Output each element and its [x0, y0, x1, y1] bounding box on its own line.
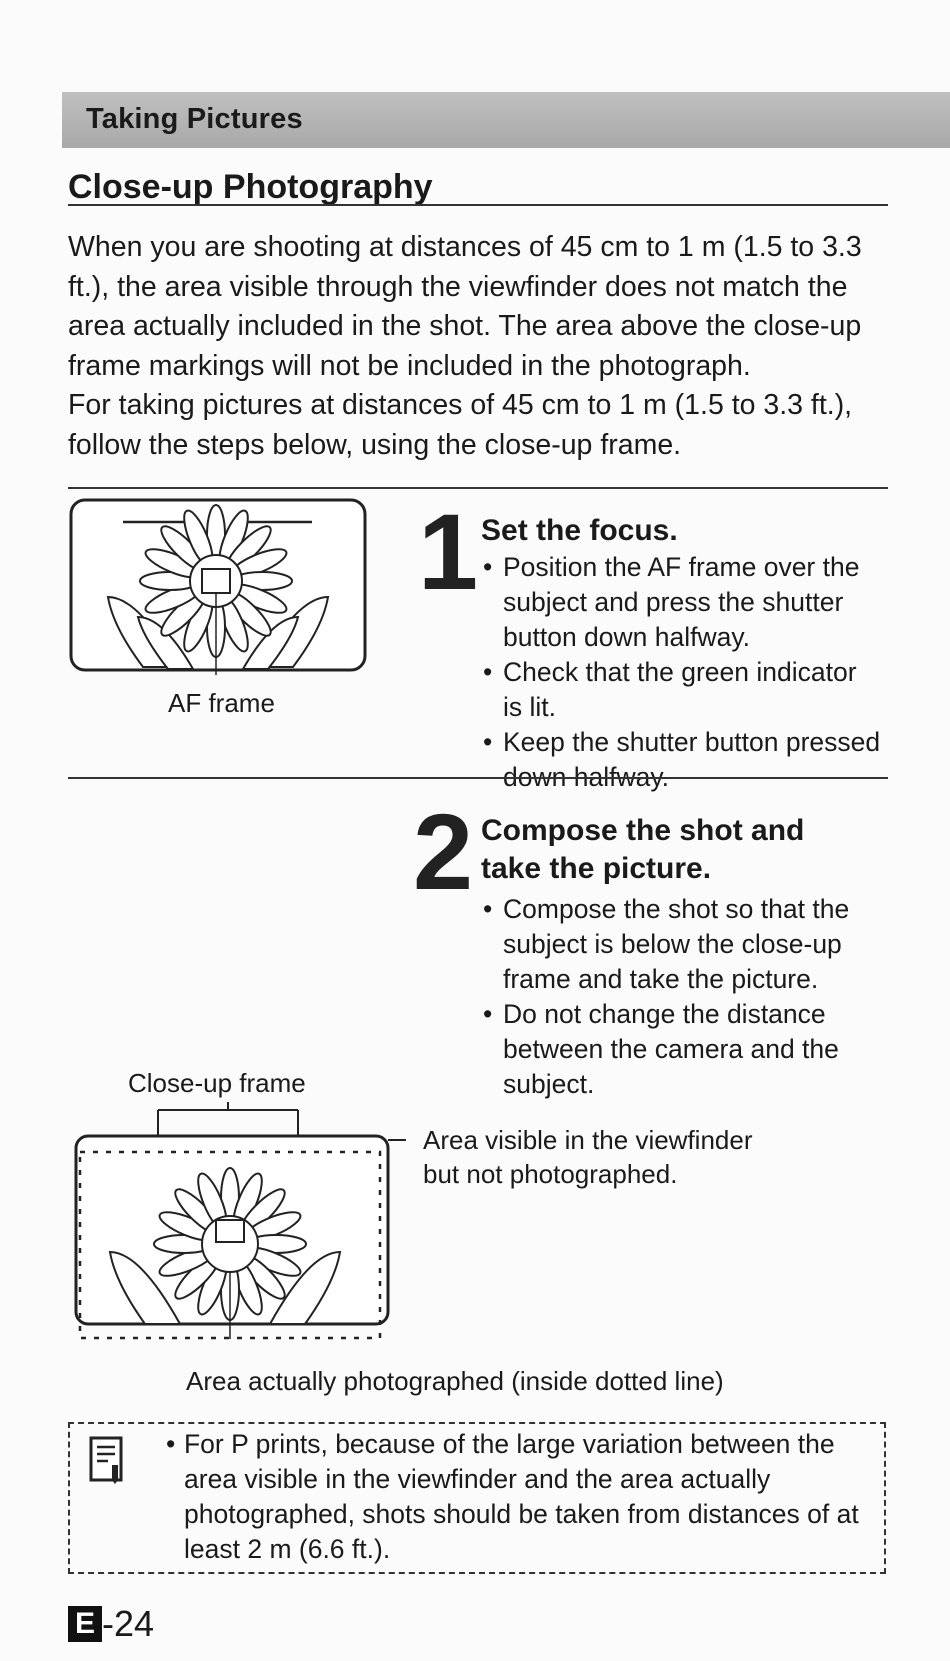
step-2-number: 2: [413, 791, 474, 912]
section-header-title: Taking Pictures: [86, 103, 303, 135]
close-up-frame-illustration: [70, 1102, 430, 1342]
memo-icon: [88, 1435, 128, 1485]
step-1-number: 1: [418, 491, 479, 612]
intro-paragraph-2: For taking pictures at distances of 45 cm to 1 m (1.5 to 3.3 ft.), follow the steps below, using the close-up frame.: [68, 389, 853, 461]
area-photographed-label: Area actually photographed (inside dotted line): [186, 1366, 724, 1396]
area-visible-label-line-1: Area visible in the viewfinder: [423, 1125, 753, 1155]
step-1-bullets: [481, 550, 881, 795]
step-1-bullet-1: • Position the AF frame over the subject and press the shutter button down halfway.: [481, 550, 881, 655]
intro-paragraph-1: When you are shooting at distances of 45 cm to 1 m (1.5 to 3.3 ft.), the area visible through the viewfinder does not match the area actually included in the shot. The area above the close-up frame markings will not be included in the photograph.: [68, 231, 862, 382]
step-1-bullet-3: • Keep the shutter button pressed down halfway.: [481, 725, 881, 795]
area-visible-label-line-2: but not photographed.: [423, 1159, 678, 1189]
af-frame-illustration: [68, 497, 370, 675]
language-badge: E: [68, 1606, 102, 1642]
step-2-bullet-2: • Do not change the distance between the camera and the subject.: [481, 997, 881, 1102]
page-number: [68, 1604, 154, 1644]
intro-text: [68, 228, 898, 465]
step-2-title-line-1: Compose the shot and: [481, 814, 805, 847]
step-2-title-line-2: take the picture.: [481, 852, 712, 885]
step-1-bullet-2: • Check that the green indicator is lit.: [481, 655, 881, 725]
note-text: [164, 1427, 889, 1567]
close-up-frame-label: Close-up frame: [128, 1068, 306, 1098]
note-bullet: • For P prints, because of the large variation between the area visible in the viewfinder and the area actually photographed, shots should be taken from distances of at least 2 m (6.6 ft.).: [164, 1427, 889, 1567]
step-2-bullet-1: • Compose the shot so that the subject is below the close-up frame and take the picture.: [481, 892, 881, 997]
step-1-title: Set the focus.: [481, 514, 678, 547]
area-visible-label: [423, 1123, 753, 1191]
divider-rule: [68, 777, 888, 779]
title-rule: [68, 204, 888, 206]
page-number-text: -24: [102, 1603, 155, 1644]
af-frame-caption: AF frame: [168, 688, 275, 718]
divider-rule: [68, 487, 888, 489]
page-title: Close-up Photography: [68, 168, 433, 206]
step-2-bullets: [481, 892, 881, 1102]
